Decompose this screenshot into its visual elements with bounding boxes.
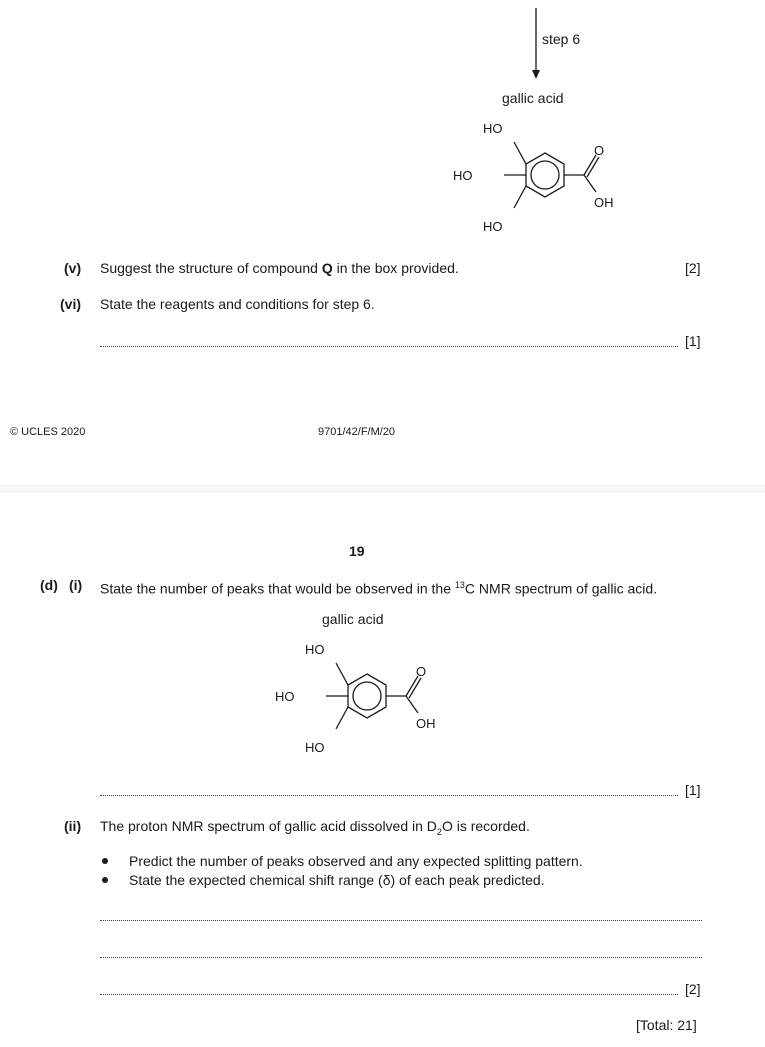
gallic-acid-structure-2 bbox=[270, 636, 450, 761]
label-o: O bbox=[594, 143, 605, 158]
label-ho-bottom: HO bbox=[483, 219, 503, 234]
question-ii-number: (ii) bbox=[64, 818, 82, 834]
bullet-1-marker bbox=[102, 858, 108, 864]
product-name: gallic acid bbox=[502, 90, 564, 106]
answer-line-ii-3[interactable] bbox=[100, 994, 678, 995]
label-ho-top: HO bbox=[483, 121, 503, 136]
label-ho-left: HO bbox=[453, 168, 473, 183]
label-ho-left: HO bbox=[275, 689, 295, 704]
answer-line-vi[interactable] bbox=[100, 346, 678, 347]
step-label: step 6 bbox=[542, 31, 581, 47]
label-oh: OH bbox=[416, 716, 436, 731]
footer-copyright: © UCLES 2020 bbox=[10, 426, 86, 438]
molecule-name: gallic acid bbox=[322, 611, 384, 627]
question-d-i-marks: [1] bbox=[685, 782, 701, 798]
question-d-i-number: (i) bbox=[69, 577, 83, 593]
label-oh: OH bbox=[594, 195, 614, 210]
answer-line-ii-1[interactable] bbox=[100, 920, 702, 921]
bullet-1-text: Predict the number of peaks observed and any expected splitting pattern. bbox=[129, 853, 583, 869]
question-d-part: (d) bbox=[40, 577, 58, 593]
question-vi-text: State the reagents and conditions for step 6. bbox=[100, 296, 375, 312]
bullet-2-marker bbox=[102, 877, 108, 883]
bullet-2-text: State the expected chemical shift range (δ) of each peak predicted. bbox=[129, 872, 545, 888]
answer-line-ii-2[interactable] bbox=[100, 957, 702, 958]
label-ho-bottom: HO bbox=[305, 740, 325, 755]
question-vi-number: (vi) bbox=[60, 296, 81, 312]
total-marks: [Total: 21] bbox=[636, 1017, 697, 1033]
answer-line-d-i[interactable] bbox=[100, 795, 678, 796]
question-d-i-text: State the number of peaks that would be observed in the $^{13}$C NMR spectrum of gallic acid. bbox=[100, 580, 658, 597]
question-v-number: (v) bbox=[64, 260, 82, 276]
page-number: 19 bbox=[349, 543, 365, 559]
label-o: O bbox=[416, 664, 427, 679]
question-v-text: Suggest the structure of compound Q in the box provided. bbox=[100, 260, 459, 276]
question-vi-marks: [1] bbox=[685, 333, 701, 349]
page-separator bbox=[0, 485, 765, 493]
footer-code: 9701/42/F/M/20 bbox=[318, 426, 396, 438]
question-v-marks: [2] bbox=[685, 260, 701, 276]
label-ho-top: HO bbox=[305, 642, 325, 657]
gallic-acid-structure-1 bbox=[448, 115, 628, 240]
question-ii-text: The proton NMR spectrum of gallic acid dissolved in $D_2O$ is recorded. bbox=[100, 818, 530, 837]
question-ii-marks: [2] bbox=[685, 981, 701, 997]
